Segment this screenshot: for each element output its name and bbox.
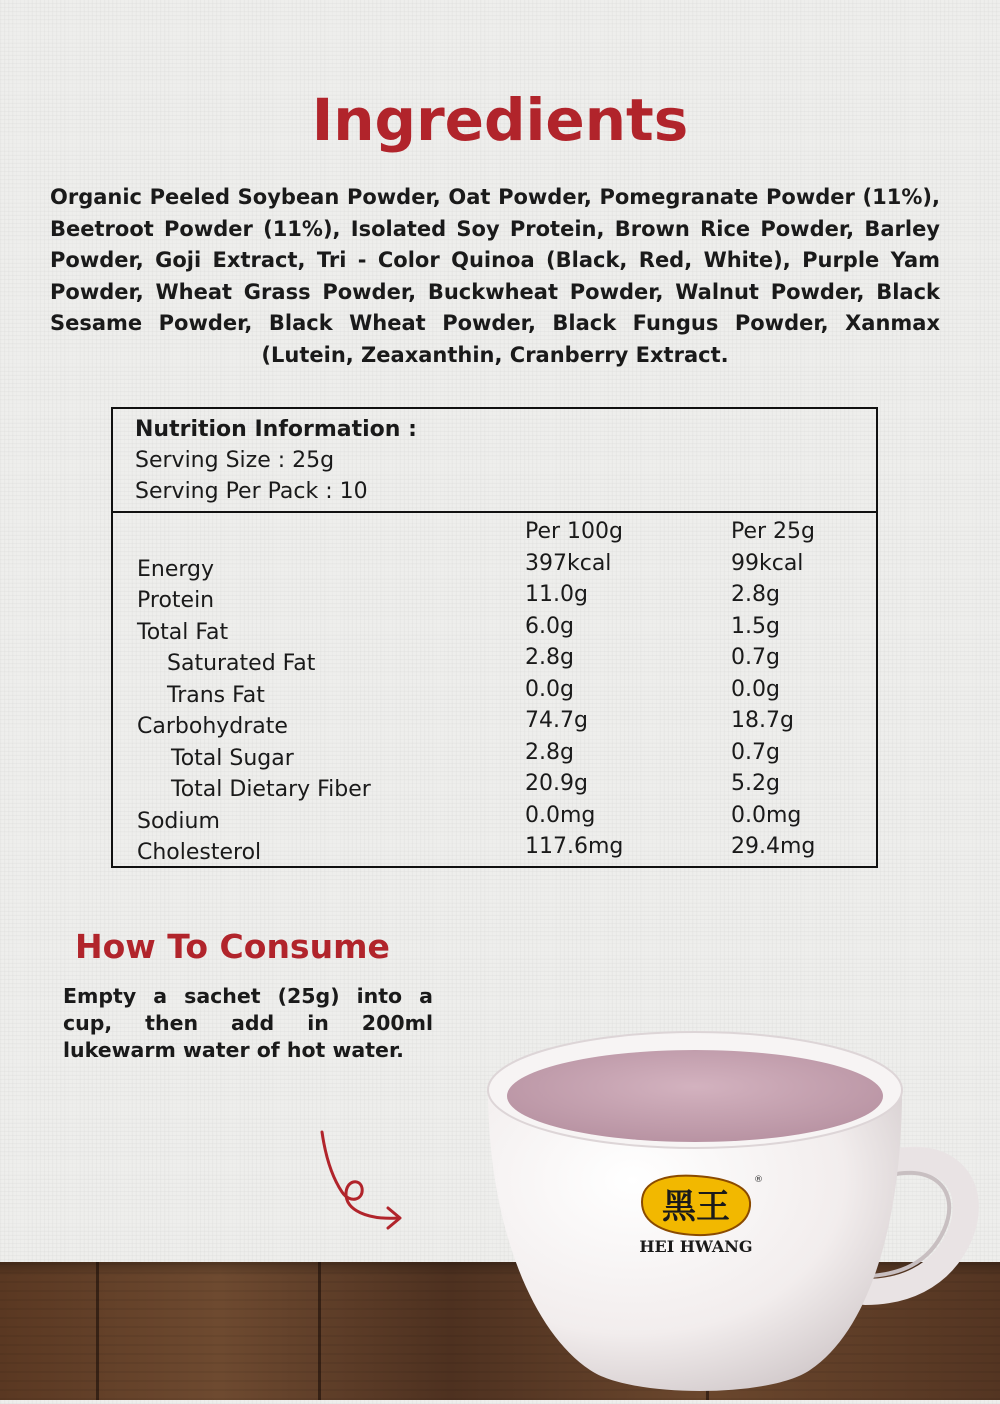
- nutrition-row: [113, 803, 876, 834]
- nutrition-row: [113, 582, 876, 613]
- nutrient-per-25g: 0.7g: [731, 740, 780, 765]
- how-to-consume-text: Empty a sachet (25g) into a cup, then add in 200ml lukewarm water of hot water.: [63, 984, 433, 1062]
- nutrient-per-100g: 0.0g: [525, 677, 574, 702]
- drink-cup: [470, 1030, 990, 1400]
- nutrient-name: Energy: [137, 557, 215, 582]
- nutrient-per-100g: 2.8g: [525, 645, 574, 670]
- nutrient-per-100g: 397kcal: [525, 551, 612, 576]
- nutrient-per-25g: 0.0g: [731, 677, 780, 702]
- nutrition-column-headers: [113, 519, 876, 550]
- nutrient-name: Total Sugar: [171, 746, 294, 771]
- nutrient-per-25g: 2.8g: [731, 582, 780, 607]
- nutrient-per-25g: 18.7g: [731, 708, 794, 733]
- nutrition-row: [113, 551, 876, 582]
- nutrient-per-100g: 2.8g: [525, 740, 574, 765]
- ingredients-title: Ingredients: [311, 86, 689, 154]
- nutrient-per-100g: 11.0g: [525, 582, 588, 607]
- nutrition-row: [113, 677, 876, 708]
- nutrition-row: [113, 645, 876, 676]
- nutrient-name: Saturated Fat: [167, 651, 316, 676]
- nutrition-heading: Nutrition Information :: [135, 417, 417, 442]
- nutrient-name: Protein: [137, 588, 215, 613]
- brand-name: HEI HWANG: [639, 1237, 753, 1256]
- nutrient-name: Total Dietary Fiber: [171, 777, 371, 802]
- nutrition-row: [113, 614, 876, 645]
- curly-arrow-icon: [312, 1130, 412, 1240]
- nutrient-per-25g: 1.5g: [731, 614, 780, 639]
- nutrition-row: [113, 834, 876, 865]
- nutrient-name: Total Fat: [137, 620, 229, 645]
- nutrient-name: Cholesterol: [137, 840, 262, 865]
- nutrient-per-100g: 74.7g: [525, 708, 588, 733]
- nutrition-table: [111, 407, 878, 868]
- registered-mark: ®: [754, 1175, 763, 1185]
- nutrient-per-25g: 29.4mg: [731, 834, 816, 859]
- column-per-25g: Per 25g: [731, 519, 816, 544]
- nutrient-per-100g: 0.0mg: [525, 803, 596, 828]
- nutrient-per-100g: 6.0g: [525, 614, 574, 639]
- nutrition-row: [113, 708, 876, 739]
- nutrient-per-100g: 117.6mg: [525, 834, 624, 859]
- nutrient-per-25g: 0.7g: [731, 645, 780, 670]
- how-to-consume-title: How To Consume: [75, 927, 390, 966]
- brand-chinese-name: 黑王: [662, 1187, 730, 1227]
- column-per-100g: Per 100g: [525, 519, 624, 544]
- serving-size: Serving Size : 25g: [135, 448, 335, 473]
- nutrition-row: [113, 771, 876, 802]
- serving-per-pack: Serving Per Pack : 10: [135, 479, 368, 504]
- nutrient-per-25g: 99kcal: [731, 551, 804, 576]
- table-plank-seam: [96, 1262, 99, 1400]
- nutrient-name: Carbohydrate: [137, 714, 288, 739]
- nutrient-name: Trans Fat: [167, 683, 265, 708]
- nutrient-per-100g: 20.9g: [525, 771, 588, 796]
- nutrition-header: [113, 409, 876, 513]
- nutrient-per-25g: 5.2g: [731, 771, 780, 796]
- table-plank-seam: [318, 1262, 321, 1400]
- nutrition-row: [113, 740, 876, 771]
- nutrient-name: Sodium: [137, 809, 220, 834]
- nutrient-per-25g: 0.0mg: [731, 803, 802, 828]
- ingredients-text: Organic Peeled Soybean Powder, Oat Powder, Pomegranate Powder (11%), Beetroot Powder (11%), Isolated Soy Protein, Brown Rice Powder, Barley Powder, Goji Extract, Tri - Color Quinoa (Black, Red, White), Purple Yam Powder, Wheat Grass Powder, Buckwheat Powder, Walnut Powder, Black Sesame Powder, Black Wheat Powder, Black Fungus Powder, Xanmax (Lutein, Zeaxanthin, Cranberry Extract.: [50, 185, 940, 367]
